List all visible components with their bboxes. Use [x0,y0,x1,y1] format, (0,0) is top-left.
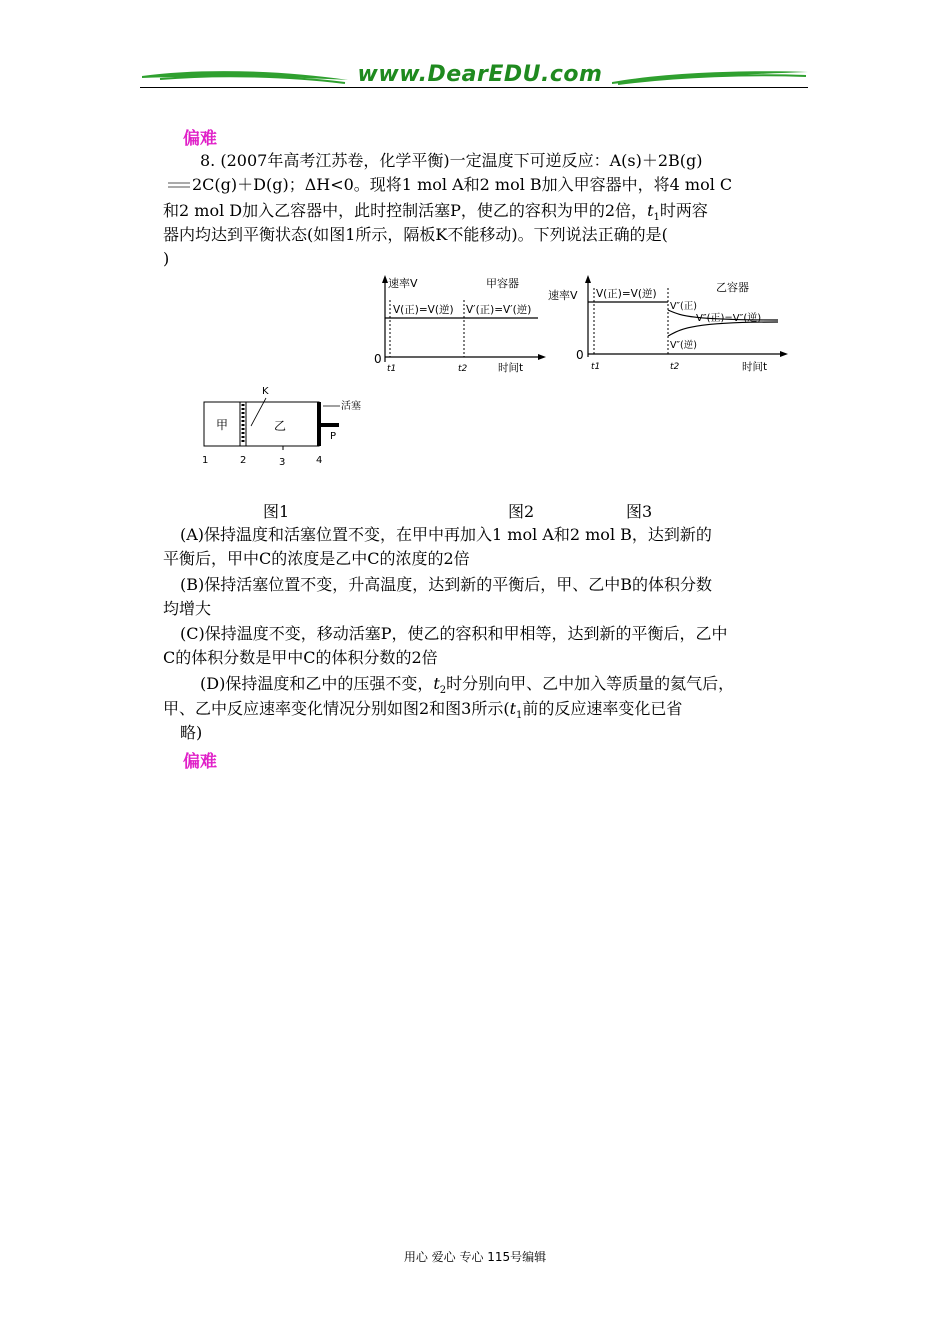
option-b-line-2: 均增大 [163,599,212,618]
fig3-x-label: 时间t [742,361,768,373]
caption-fig1: 图1 [263,502,290,521]
difficulty-tag-bottom: 偏难 [183,752,217,772]
fig1-label-p: P [330,431,337,442]
option-c-line-1: (C)保持温度不变，移动活塞P，使乙的容积和甲相等，达到新的平衡后，乙中 [180,624,728,643]
fig2-eq1: V(正)=V(逆) [393,304,454,316]
page-header [140,58,810,98]
header-rule [140,87,808,88]
fig3-y-arrow-icon [585,275,591,283]
fig3-upper-label: V″(正) [670,301,697,312]
fig1-piston-rod [321,423,339,427]
fig3-origin: 0 [576,348,584,362]
fig3-t1-label: t1 [591,362,601,372]
question-line-1 [200,150,702,172]
difficulty-tag-top: 偏难 [183,129,217,149]
fig3-eq1: V(正)=V(逆) [596,288,657,300]
t1-symbol: t [647,201,654,220]
caption-fig2: 图2 [508,502,535,521]
t1-subscript: 1 [653,212,660,224]
fig2-origin: 0 [374,352,382,366]
option-b-line-1: (B)保持活塞位置不变，升高温度，达到新的平衡后，甲、乙中B的体积分数 [180,575,713,594]
fig1-tick-label-2: 2 [240,455,247,466]
t1-symbol-option-d: t [509,699,517,718]
option-d-line-2-a: 甲、乙中反应速率变化情况分别如图2和图3所示( [163,699,510,718]
fig2-x-label: 时间t [498,362,524,374]
fig1-label-huosai: 活塞 [341,401,361,412]
page-footer: 用心 爱心 专心 115号编辑 [403,1250,547,1264]
figure-1 [196,384,386,470]
fig1-label-jia: 甲 [216,418,229,432]
figure-2 [368,270,558,380]
fig2-x-arrow-icon [538,354,546,360]
option-a-line-2: 平衡后，甲中C的浓度是乙中C的浓度的2倍 [163,549,470,568]
fig1-label-k: K [262,386,269,397]
option-d-line-2 [163,698,682,727]
question-line-5: ) [163,249,170,268]
caption-fig3: 图3 [626,502,653,521]
option-d-line-3: 略) [180,723,203,742]
question-line-4: 器内均达到平衡状态(如图1所示，隔板K不能移动)。下列说法正确的是( [163,225,668,244]
fig3-x-arrow-icon [780,351,788,357]
fig2-t1-label: t1 [387,364,397,374]
fig3-reverse-curve [668,322,778,336]
option-d-line-1-a: (D)保持温度和乙中的压强不变， [200,674,434,693]
figure-3 [546,270,796,380]
fig1-tick-label-3: 3 [279,457,286,468]
t1-subscript-option-d: 1 [516,710,523,722]
t2-symbol: t [433,674,440,693]
question-line-3-end: 时两容 [659,201,708,220]
option-c-line-2: C的体积分数是甲中C的体积分数的2倍 [163,648,438,667]
fig1-label-yi: 乙 [274,419,287,433]
fig1-piston-p [317,402,321,446]
question-line-2: 2C(g)＋D(g)；ΔH<0。现将1 mol A和2 mol B加入甲容器中，将4 mol C [192,175,733,194]
equilibrium-arrow-icon [166,178,192,192]
fig2-y-label: 速率V [388,277,418,290]
question-line-1-text: (2007年高考江苏卷，化学平衡)一定温度下可逆反应：A(s)＋2B(g) [220,151,703,170]
fig2-title: 甲容器 [486,277,519,290]
fig3-middle-label: V″(正)=V″(逆) [696,313,762,324]
fig1-tick-label-4: 4 [316,455,323,466]
fig1-tick-label-1: 1 [202,455,209,466]
fig2-t2-label: t2 [458,364,468,374]
option-d-line-2-b: 前的反应速率变化已省 [522,699,683,718]
option-a-line-1: (A)保持温度和活塞位置不变，在甲中再加入1 mol A和2 mol B，达到新的 [180,525,712,544]
option-d-line-1-b: 时分别向甲、乙中加入等质量的氦气后， [446,674,735,693]
fig3-y-label: 速率V [548,289,578,302]
fig3-lower-label: V″(逆) [670,340,697,351]
question-line-3-text: 和2 mol D加入乙容器中，此时控制活塞P，使乙的容积为甲的2倍， [163,201,648,220]
fig3-title: 乙容器 [716,281,749,294]
fig2-eq2: V′(正)=V′(逆) [466,304,532,316]
question-number: 8. [200,151,216,170]
header-logo[interactable]: www.DearEDU.com [357,62,603,87]
t2-subscript: 2 [439,685,447,697]
fig3-t2-label: t2 [670,362,680,372]
